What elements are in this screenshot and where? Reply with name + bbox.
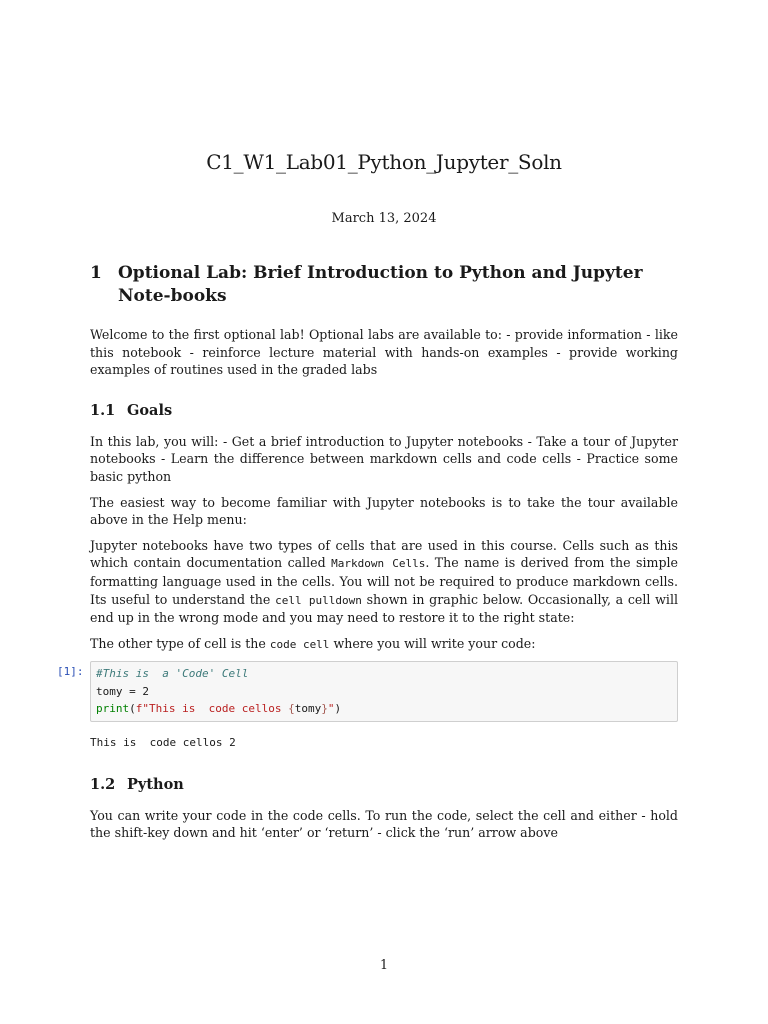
code-paren: (: [129, 702, 136, 716]
section-number: 1: [90, 263, 102, 283]
document-date: March 13, 2024: [331, 211, 437, 226]
python-paragraph: You can write your code in the code cells. To run the code, select the cell and either - hold the shift-key down and hit ‘enter’ or ‘return’ - click the ‘run’ arrow above: [90, 807, 678, 841]
subsection-heading-goals: [90, 401, 678, 421]
code-string: f"This is code cellos: [135, 702, 289, 716]
section-heading-1: [90, 262, 678, 308]
code-cell[interactable]: [90, 661, 678, 722]
text-run: . The name is derived from the simple formatting language used in the cells. You will not be required to produce markdown cells. Its useful to understand the: [90, 555, 678, 607]
cell-types-paragraph: [90, 537, 678, 627]
code-paren: ): [334, 702, 342, 716]
text-run: Jupyter notebooks have two types of cells that are used in this course. Cells such as this which contain documentation called: [90, 537, 678, 571]
document-title: C1_W1_Lab01_Python_Jupyter_Soln: [206, 150, 562, 174]
text-run: where you will write your code:: [329, 635, 536, 651]
intro-paragraph: Welcome to the first optional lab! Optional labs are available to: - provide information - like this notebook - reinforce lecture material with hands-on examples - provide working examples of routines used in the graded labs: [90, 327, 678, 378]
tour-paragraph: The easiest way to become familiar with Jupyter notebooks is to take the tour available above in the Help menu:: [90, 494, 678, 528]
document-body: [57, 262, 678, 850]
inline-code-cell-pulldown: cell pulldown: [275, 593, 362, 607]
code-variable: tomy: [294, 702, 322, 716]
cell-output: This is code cellos 2: [90, 735, 236, 749]
text-run: The other type of cell is the: [90, 635, 270, 651]
subsection-title: Goals: [127, 401, 173, 419]
inline-code-code-cell: code cell: [269, 637, 330, 651]
text-run: shown in graphic below. Occasionally, a cell will end up in the wrong mode and you may need to restore it to the right state:: [90, 591, 678, 626]
code-line-3: [96, 700, 672, 718]
section-title: Optional Lab: Brief Introduction to Python and Jupyter Note-books: [118, 263, 643, 306]
code-cell-container: [57, 661, 678, 722]
code-line-1: [96, 665, 672, 683]
inline-code-markdown-cells: Markdown Cells: [331, 557, 426, 571]
code-cell-paragraph: [90, 635, 678, 654]
subsection-heading-python: [90, 775, 678, 795]
code-brace: }: [321, 702, 328, 716]
goals-paragraph: In this lab, you will: - Get a brief introduction to Jupyter notebooks - Take a tour of Jupyter notebooks - Learn the difference between markdown cells and code cells - Practice some basic python: [90, 433, 678, 484]
subsection-number: 1.1: [90, 401, 116, 419]
code-builtin: print: [96, 702, 130, 716]
page-number: 1: [379, 957, 388, 972]
subsection-number: 1.2: [90, 775, 116, 793]
code-string: ": [327, 702, 335, 716]
code-line-2: tomy = 2: [96, 684, 149, 698]
subsection-title: Python: [127, 775, 184, 793]
code-brace: {: [288, 702, 295, 716]
code-comment: #This is a 'Code' Cell: [96, 667, 249, 681]
cell-prompt: [1]:: [57, 665, 84, 679]
